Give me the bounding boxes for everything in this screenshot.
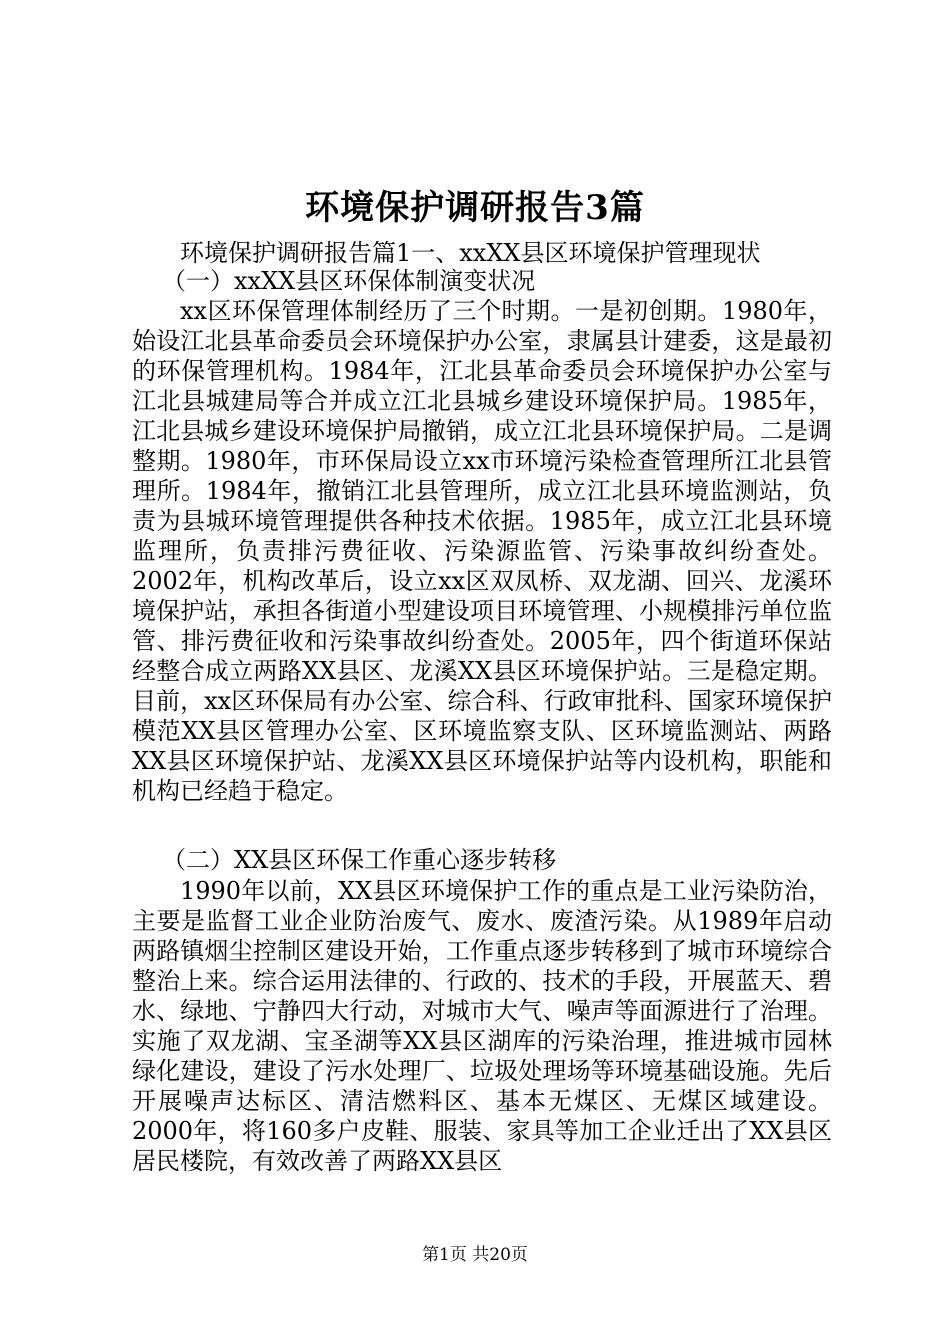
page-footer: 第1页 共20页	[422, 1245, 528, 1265]
section1-paragraph: xx区环保管理体制经历了三个时期。一是初创期。1980年，始设江北县革命委员会环境保护办公室，隶属县计建委，这是最初的环保管理机构。1984年，江北县革命委员会环境保护办公室与江北县城建局等合并成立江北县城乡建设环境保护局。1985年，江北县城乡建设环境保护局撤销，成立江北县环境保护局。二是调整期。1980年，市环保局设立xx市环境污染检查管理所江北县管理所。1984年，撤销江北县管理所，成立江北县环境监测站，负责为县城环境管理提供各种技术依据。1985年，成立江北县环境监理所，负责排污费征收、污染源监管、污染事故纠纷查处。2002年，机构改革后，设立xx区双凤桥、双龙湖、回兴、龙溪环境保护站，承担各街道小型建设项目环境管理、小规模排污单位监管、排污费征收和污染事故纠纷查处。2005年，四个街道环保站经整合成立两路XX县区、龙溪XX县区环境保护站。三是稳定期。目前，xx区环保局有办公室、综合科、行政审批科、国家环境保护模范XX县区管理办公室、区环境监察支队、区环境监测站、两路XX县区环境保护站、龙溪XX县区环境保护站等内设机构，职能和机构已经趋于稳定。	[132, 297, 832, 805]
section2-heading: （二）XX县区环保工作重心逐步转移	[162, 846, 557, 874]
section2-paragraph: 1990年以前，XX县区环境保护工作的重点是工业污染防治，主要是监督工业企业防治废气、废水、废渣污染。从1989年启动两路镇烟尘控制区建设开始，工作重点逐步转移到了城市环境综合整治上来。综合运用法律的、行政的、技术的手段，开展蓝天、碧水、绿地、宁静四大行动，对城市大气、噪声等面源进行了治理。实施了双龙湖、宝圣湖等XX县区湖库的污染治理，推进城市园林绿化建设，建设了污水处理厂、垃圾处理场等环境基础设施。先后开展噪声达标区、清洁燃料区、基本无煤区、无煤区域建设。2000年，将160多户皮鞋、服装、家具等加工企业迁出了XX县区居民楼院，有效改善了两路XX县区	[132, 877, 832, 1175]
document-title: 环境保护调研报告3篇	[305, 188, 645, 228]
intro-line: 环境保护调研报告篇1一、xxXX县区环境保护管理现状	[180, 239, 761, 267]
section1-heading: （一）xxXX县区环保体制演变状况	[162, 267, 536, 295]
